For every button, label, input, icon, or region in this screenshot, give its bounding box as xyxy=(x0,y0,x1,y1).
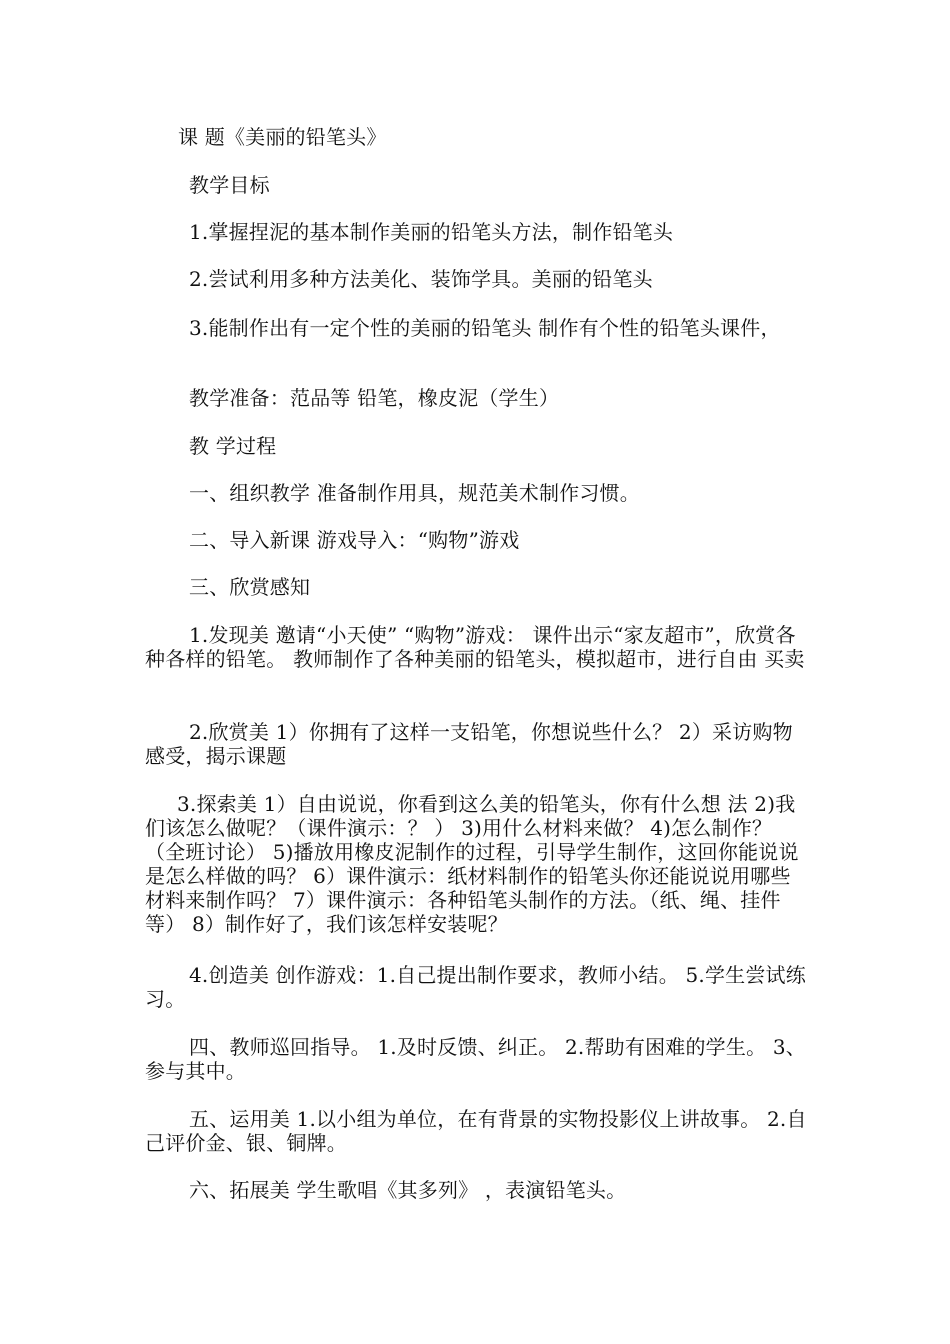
process-substep: 3.探索美 1）自由说说，你看到这么美的铅笔头，你有什么想 法 2)我们该怎么做呢？（课件演示：？ ） 3)用什么材料来做？ 4)怎么制作？（全班讨论） 5)播放用橡皮泥制作的过程，引导学生制作，这回你能说说是怎么样做的吗？ 6）课件演示：纸材料制作的铅笔头你还能说说用哪些材料来制作吗？ 7）课件演示：各种铅笔头制作的方法。（纸、绳、挂件等） 8）制作好了，我们该怎样安装呢？ xyxy=(145,792,799,936)
section-heading-process: 教 学过程 xyxy=(189,434,277,458)
process-substep: 1.发现美 邀请“小天使” “购物”游戏： 课件出示“家友超市”，欣赏各种各样的铅笔。 教师制作了各种美丽的铅笔头，模拟超市，进行自由 买卖 xyxy=(145,623,805,671)
process-substep: 4.创造美 创作游戏：1.自己提出制作要求，教师小结。 5.学生尝试练习。 xyxy=(145,963,806,1011)
process-step: 五、运用美 1.以小组为单位，在有背景的实物投影仪上讲故事。 2.自己评价金、银、铜牌。 xyxy=(145,1107,807,1155)
process-step: 四、教师巡回指导。 1.及时反馈、纠正。 2.帮助有困难的学生。 3、参与其中。 xyxy=(145,1035,806,1083)
objective-item: 2.尝试利用多种方法美化、装饰学具。美丽的铅笔头 xyxy=(189,267,653,291)
process-step: 一、组织教学 准备制作用具，规范美术制作习惯。 xyxy=(189,481,640,505)
section-heading-objectives: 教学目标 xyxy=(189,173,270,197)
process-substep: 2.欣赏美 1）你拥有了这样一支铅笔，你想说些什么？ 2）采访购物感受，揭示课题 xyxy=(145,720,793,768)
preparation-line: 教学准备：范品等 铅笔，橡皮泥（学生） xyxy=(189,386,560,410)
process-step: 二、导入新课 游戏导入：“购物”游戏 xyxy=(189,528,520,552)
process-step: 六、拓展美 学生歌唱《其多列》 ，表演铅笔头。 xyxy=(189,1178,627,1202)
objective-item: 3.能制作出有一定个性的美丽的铅笔头 制作有个性的铅笔头课件， xyxy=(189,316,781,340)
lesson-title: 课 题《美丽的铅笔头》 xyxy=(178,125,387,149)
process-step: 三、欣赏感知 xyxy=(189,575,311,599)
objective-item: 1.掌握捏泥的基本制作美丽的铅笔头方法，制作铅笔头 xyxy=(189,220,674,244)
